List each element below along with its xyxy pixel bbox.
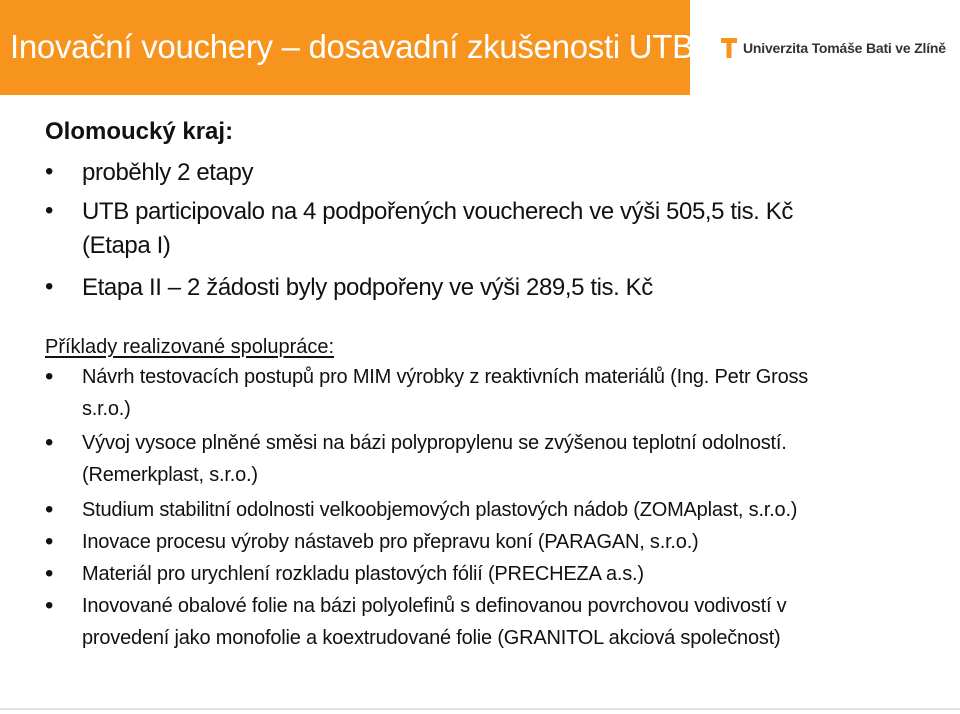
bullet-icon: • — [45, 197, 54, 224]
bullet-icon: • — [45, 592, 54, 619]
bullet-icon: • — [45, 429, 54, 456]
footer-divider — [0, 708, 960, 710]
list-item-line: provedení jako monofolie a koextrudované folie (GRANITOL akciová společnost) — [82, 627, 781, 649]
list-item-line: Vývoj vysoce plněné směsi na bázi polypropylenu se zvýšenou teplotní odolností. — [82, 432, 787, 454]
list-item-line: Studium stabilitní odolnosti velkoobjemových plastových nádob (ZOMAplast, s.r.o.) — [82, 499, 798, 521]
list-item-line: (Etapa I) — [82, 232, 171, 259]
list-item-line: Inovace procesu výroby nástaveb pro přepravu koní (PARAGAN, s.r.o.) — [82, 531, 699, 553]
bullet-icon: • — [45, 158, 54, 185]
region-heading: Olomoucký kraj: — [45, 118, 234, 145]
bullet-icon: • — [45, 560, 54, 587]
bullet-icon: • — [45, 528, 54, 555]
list-item-line: Materiál pro urychlení rozkladu plastových fólií (PRECHEZA a.s.) — [82, 563, 644, 585]
list-item-line: Inovované obalové folie na bázi polyolefinů s definovanou povrchovou vodivostí v — [82, 595, 787, 617]
slide-title: Inovační vouchery – dosavadní zkušenosti UTB — [10, 28, 694, 65]
list-item-line: s.r.o.) — [82, 398, 131, 420]
logo-text: Univerzita Tomáše Bati ve Zlíně — [743, 40, 946, 56]
bullet-icon: • — [45, 363, 54, 390]
bullet-icon: • — [45, 273, 54, 300]
bullet-icon: • — [45, 496, 54, 523]
list-item-line: Návrh testovacích postupů pro MIM výrobky z reaktivních materiálů (Ing. Petr Gross — [82, 366, 809, 388]
list-item-line: proběhly 2 etapy — [82, 159, 254, 186]
list-item-line: Etapa II – 2 žádosti byly podpořeny ve výši 289,5 tis. Kč — [82, 274, 653, 301]
list-item-line: (Remerkplast, s.r.o.) — [82, 464, 258, 486]
examples-heading: Příklady realizované spolupráce: — [45, 336, 335, 358]
list-item-line: UTB participovalo na 4 podpořených voucherech ve výši 505,5 tis. Kč — [82, 198, 793, 225]
